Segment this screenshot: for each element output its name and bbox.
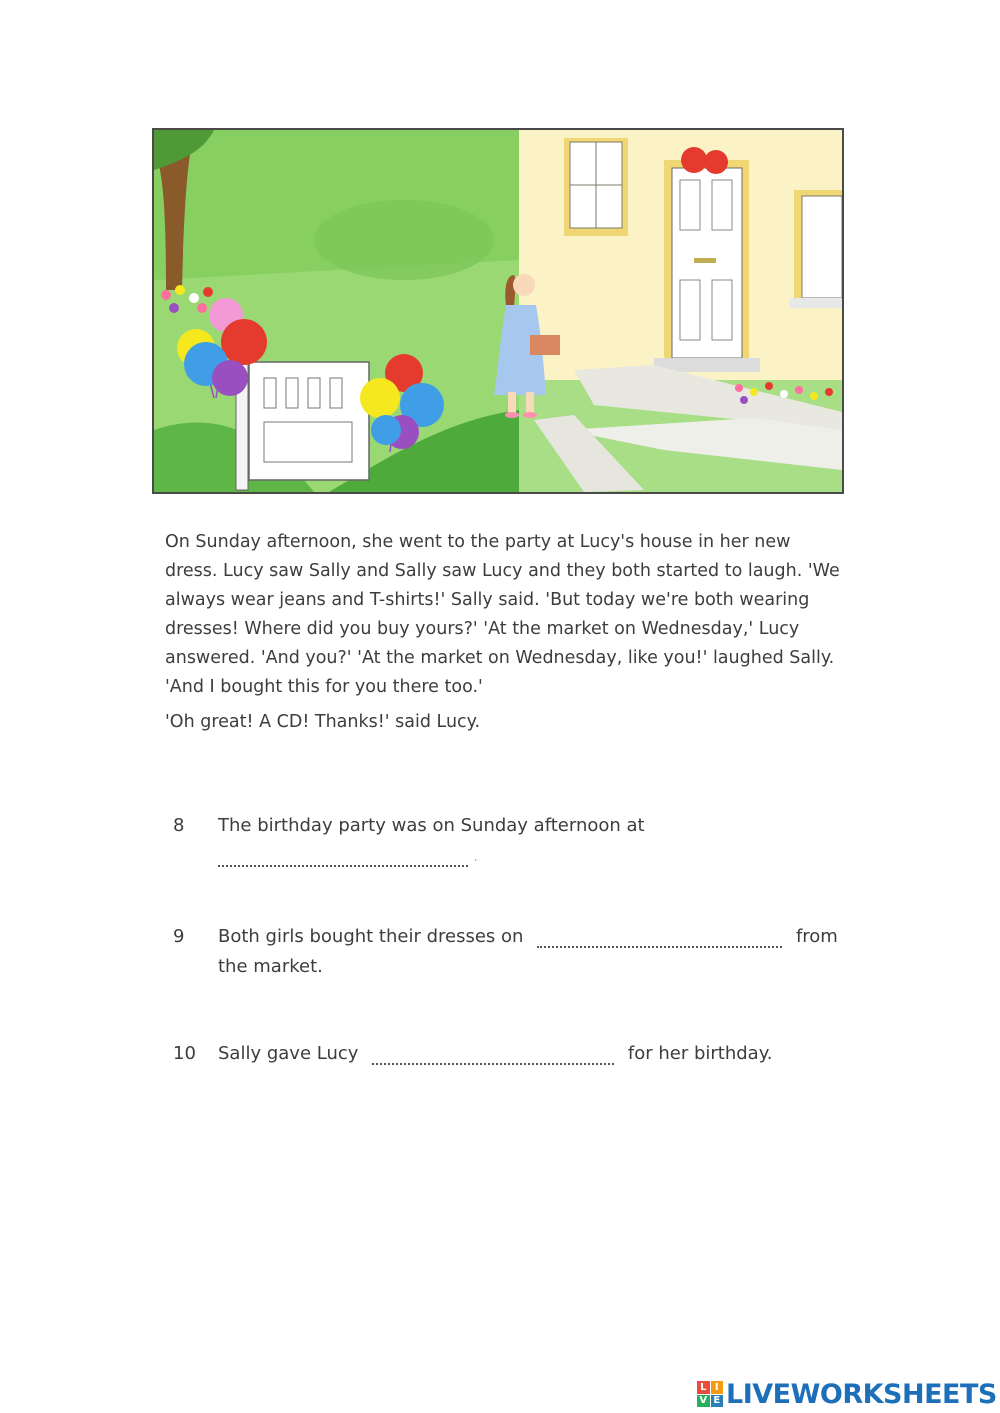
brand-mark-letter: V bbox=[697, 1395, 710, 1408]
answer-input-9[interactable] bbox=[537, 928, 782, 948]
answer-input-10[interactable] bbox=[372, 1045, 614, 1065]
question-number: 8 bbox=[173, 815, 185, 836]
brand-mark-letter: I bbox=[711, 1381, 724, 1394]
brand-mark-letter: L bbox=[697, 1381, 710, 1394]
question-text bbox=[218, 922, 838, 951]
brand-mark-letter: E bbox=[711, 1395, 724, 1408]
liveworksheets-logo[interactable] bbox=[697, 1378, 997, 1410]
party-illustration bbox=[152, 128, 844, 494]
question-text bbox=[218, 1039, 773, 1068]
question-text-after: for her birthday. bbox=[627, 1043, 773, 1064]
liveworksheets-mark-icon bbox=[697, 1381, 723, 1407]
question-number: 10 bbox=[173, 1043, 196, 1064]
story-paragraph: On Sunday afternoon, she went to the party at Lucy's house in her new dress. Lucy saw Sally and Sally saw Lucy and they both started to laugh. 'We always wear jeans and T-shirts!' Sally said. 'But today we're both wearing dresses! Where did you buy yours?' 'At the market on Wednesday,' Lucy answered. 'And you?' 'At the market on Wednesday, like you!' laughed Sally. 'And I bought this for you there too.' bbox=[165, 532, 840, 697]
question-text-before: Both girls bought their dresses on bbox=[218, 926, 524, 947]
question-text-after: from bbox=[795, 926, 838, 947]
question-punctuation: . bbox=[473, 850, 478, 864]
answer-input-8[interactable] bbox=[218, 847, 468, 867]
question-8 bbox=[173, 811, 853, 881]
question-text: The birthday party was on Sunday afternoon at bbox=[218, 815, 645, 836]
question-10 bbox=[173, 1039, 853, 1079]
question-9 bbox=[173, 922, 853, 992]
question-number: 9 bbox=[173, 926, 185, 947]
question-text-line2: the market. bbox=[218, 956, 323, 977]
house-party-scene-icon bbox=[154, 130, 842, 492]
question-text-before: Sally gave Lucy bbox=[218, 1043, 359, 1064]
story-text bbox=[165, 528, 845, 737]
brand-name: LIVEWORKSHEETS bbox=[726, 1378, 997, 1410]
story-closing-line: 'Oh great! A CD! Thanks!' said Lucy. bbox=[165, 712, 481, 732]
